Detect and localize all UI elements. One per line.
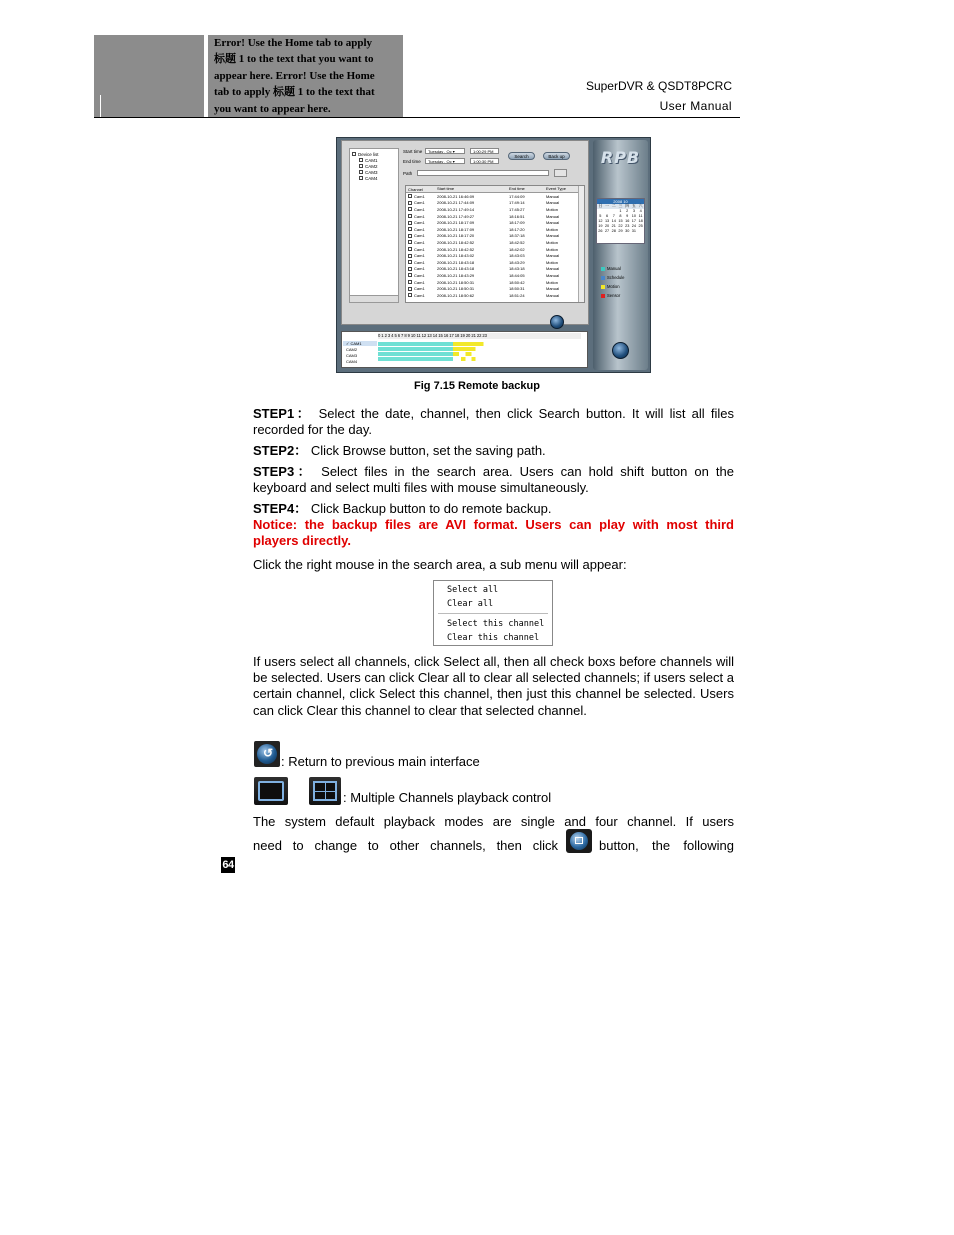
menu-separator [438, 613, 548, 614]
device-list-root[interactable]: Device list [358, 151, 379, 157]
step-label: STEP2： [253, 443, 308, 458]
row-channel-cell[interactable] [406, 207, 437, 212]
timeline-cam[interactable]: CAM4 [346, 359, 358, 364]
row-start-time: 2008-10-21 17:49:14 [437, 206, 475, 212]
row-event-type: Motion [546, 206, 559, 212]
timeline-panel [341, 331, 588, 368]
calendar-day[interactable]: 3 [632, 209, 635, 214]
row-start-time: 2008-10-21 18:17:09 [437, 220, 475, 226]
step-label: STEP3： [253, 464, 315, 479]
row-channel-cell[interactable] [406, 220, 437, 225]
checkbox-icon[interactable] [408, 214, 412, 218]
checkbox-icon[interactable] [408, 221, 412, 225]
column-header: Channel [408, 186, 423, 192]
menu-item-select-this-channel[interactable]: Select this channel [447, 619, 545, 629]
checkbox-icon[interactable] [359, 158, 363, 162]
row-end-time: 18:42:02 [509, 246, 525, 252]
row-channel: Cam1 [414, 220, 425, 226]
calendar-day[interactable]: 12 [598, 219, 603, 224]
row-end-time: 18:44:05 [509, 272, 525, 278]
vertical-scrollbar[interactable] [578, 186, 584, 302]
row-channel-cell[interactable] [406, 260, 437, 265]
calendar-day[interactable]: 6 [606, 214, 609, 219]
checkbox-icon[interactable] [408, 254, 412, 258]
row-start-time: 2008-10-21 18:17:09 [437, 226, 475, 232]
checkbox-icon[interactable] [408, 201, 412, 205]
row-start-time: 2008-10-21 18:43:29 [437, 272, 475, 278]
row-end-time: 17:44:09 [509, 193, 525, 199]
header-gray-block [94, 35, 204, 117]
row-end-time: 18:42:52 [509, 239, 525, 245]
calendar-weekday: 四 [625, 204, 630, 208]
calendar-day[interactable]: 17 [631, 219, 637, 224]
table-row[interactable] [406, 292, 584, 299]
row-event-type: Manual [546, 220, 560, 226]
row-channel: Cam1 [414, 193, 425, 199]
header-rule [94, 117, 740, 118]
calendar-weekday: 一 [605, 204, 609, 208]
step-text: Click Backup button to do remote backup. [310, 501, 552, 516]
calendar-day[interactable]: 31 [631, 229, 637, 234]
row-event-type: Motion [546, 226, 559, 232]
calendar-weekday: 六 [638, 204, 643, 208]
table-row[interactable] [406, 226, 584, 233]
calendar-day[interactable]: 25 [638, 224, 643, 229]
row-end-time: 18:43:03 [509, 253, 525, 259]
figure-caption: Fig 7.15 Remote backup [414, 380, 540, 392]
control-sidebar [593, 140, 648, 370]
calendar-day[interactable]: 28 [611, 229, 616, 234]
row-event-type: Manual [546, 200, 560, 206]
row-end-time: 18:43:29 [509, 259, 525, 265]
header-error-line: 标题 1 to the text that you want to [214, 53, 374, 66]
step-text: Click Browse button, set the saving path. [310, 443, 546, 458]
default-mode-text: The system default playback modes are single and four channel. If users [253, 814, 734, 829]
calendar-day[interactable]: 21 [611, 224, 616, 229]
step-1 [253, 406, 734, 438]
calendar-day[interactable]: 4 [639, 209, 642, 214]
calendar-day[interactable] [637, 229, 644, 234]
legend-label: Motion [607, 284, 620, 289]
table-row[interactable] [406, 233, 584, 240]
device-cam-item[interactable]: CAM4 [365, 175, 378, 181]
row-channel-cell[interactable] [406, 240, 437, 245]
header-error-line: you want to appear here. [214, 102, 331, 115]
search-button[interactable]: Search [508, 152, 535, 160]
checkbox-icon[interactable] [408, 194, 412, 198]
device-cam-item[interactable]: CAM1 [365, 157, 378, 163]
row-start-time: 2008-10-21 18:42:52 [437, 239, 475, 245]
menu-item-clear-all[interactable]: Clear all [447, 599, 494, 609]
path-label: Path [403, 171, 413, 176]
four-channel-icon [309, 777, 341, 805]
row-end-time: 18:50:42 [509, 279, 525, 285]
row-channel: Cam1 [414, 272, 425, 278]
browse-button[interactable] [554, 169, 567, 177]
legend-swatch [601, 294, 605, 298]
row-event-type: Motion [546, 246, 559, 252]
row-channel: Cam1 [414, 239, 425, 245]
device-cam-item[interactable]: CAM3 [365, 169, 378, 175]
row-start-time: 2008-10-21 16:46:09 [437, 193, 475, 199]
table-row[interactable] [406, 246, 584, 253]
legend-label: Manual [607, 266, 621, 271]
table-row[interactable] [406, 206, 584, 213]
checkbox-icon[interactable] [408, 267, 412, 271]
checkbox-icon[interactable] [408, 280, 412, 284]
row-end-time: 18:51:24 [509, 292, 525, 298]
checkbox-icon[interactable] [359, 176, 363, 180]
row-event-type: Motion [546, 239, 559, 245]
checkbox-icon[interactable] [408, 234, 412, 238]
header-error-line: tab to apply 标题 1 to the text that [214, 86, 375, 99]
start-time-field[interactable]: 1:00:29 PM [470, 148, 499, 154]
calendar-grid[interactable] [597, 204, 644, 240]
column-header: End time [509, 186, 525, 191]
single-channel-icon [254, 777, 288, 805]
table-row[interactable] [406, 219, 584, 226]
default-mode-text: button, the following [599, 838, 734, 853]
row-channel-cell[interactable] [406, 214, 437, 219]
row-end-time: 18:16:51 [509, 213, 525, 219]
table-row[interactable] [406, 279, 584, 286]
calendar-day[interactable]: 11 [638, 214, 643, 219]
row-start-time: 2008-10-21 17:44:09 [437, 200, 475, 206]
table-header [406, 186, 584, 193]
row-channel-cell[interactable] [406, 227, 437, 232]
calendar-day[interactable] [597, 235, 604, 240]
checkbox-icon[interactable] [408, 287, 412, 291]
calendar-day[interactable]: 18 [638, 219, 643, 224]
row-channel-cell[interactable] [406, 247, 437, 252]
calendar-day[interactable]: 30 [625, 229, 630, 234]
row-start-time: 2008-10-21 18:42:52 [437, 246, 475, 252]
column-header: Start time [437, 186, 455, 191]
row-end-time: 18:43:18 [509, 266, 525, 272]
row-event-type: Manual [546, 193, 560, 199]
calendar-day[interactable]: 27 [604, 229, 610, 234]
legend-swatch [601, 285, 605, 289]
timeline-hours: 0 1 2 3 4 5 6 7 8 9 10 11 12 13 14 15 16 17 18 19 20 21 22 23 [378, 333, 581, 339]
table-row[interactable] [406, 213, 584, 220]
calendar-day[interactable]: 7 [612, 214, 615, 219]
row-event-type: Motion [546, 279, 559, 285]
row-event-type: Manual [546, 253, 560, 259]
table-row[interactable] [406, 266, 584, 273]
header-error-field [208, 35, 403, 117]
row-end-time: 18:50:31 [509, 286, 525, 292]
row-end-time: 18:17:09 [509, 220, 525, 226]
return-text: : Return to previous main interface [281, 754, 480, 769]
calendar-day[interactable]: 19 [598, 224, 603, 229]
row-channel-cell[interactable] [406, 200, 437, 205]
checkbox-icon[interactable] [359, 164, 363, 168]
calendar-day[interactable]: 5 [599, 214, 602, 219]
row-channel-cell[interactable] [406, 280, 437, 285]
timeline-track[interactable] [378, 352, 581, 356]
checkbox-icon[interactable] [359, 170, 363, 174]
step-4 [253, 501, 734, 517]
calendar-day[interactable]: 2 [626, 209, 629, 214]
horizontal-scrollbar[interactable] [350, 295, 398, 302]
return-icon: ↺ [254, 741, 280, 767]
row-start-time: 2008-10-21 18:43:02 [437, 253, 475, 259]
header-product: SuperDVR & QSDT8PCRC [585, 79, 732, 93]
row-channel: Cam1 [414, 259, 425, 265]
table-row[interactable] [406, 272, 584, 279]
checkbox-icon[interactable] [408, 273, 412, 277]
timeline-track[interactable] [378, 342, 581, 346]
timeline-track[interactable] [378, 357, 581, 361]
row-channel: Cam1 [414, 292, 425, 298]
checkbox-icon[interactable] [408, 247, 412, 251]
timeline-cam[interactable]: CAM3 [346, 353, 358, 358]
page-number: 64 [222, 859, 234, 871]
table-row[interactable] [406, 252, 584, 259]
notice-text: Notice: the backup files are AVI format. Users can play with most third players directly. [253, 517, 734, 549]
checkbox-icon[interactable] [408, 260, 412, 264]
row-channel-cell[interactable] [406, 266, 437, 271]
row-event-type: Manual [546, 213, 560, 219]
row-channel: Cam1 [414, 213, 425, 219]
checkbox-icon[interactable] [408, 207, 412, 211]
end-time-label: End time [403, 159, 421, 164]
calendar-weekday: 五 [632, 204, 636, 208]
calendar-weekday: 二 [611, 204, 616, 208]
row-channel-cell[interactable] [406, 253, 437, 258]
end-time-field[interactable]: 1:00:30 PM [470, 158, 499, 164]
row-channel-cell[interactable] [406, 293, 437, 298]
row-end-time: 18:17:20 [509, 226, 525, 232]
checkbox-icon[interactable] [408, 227, 412, 231]
device-list-tree [349, 148, 399, 303]
checkbox-icon[interactable] [408, 293, 412, 297]
start-date-picker[interactable]: Tuesday , Oc ▾ [425, 148, 465, 154]
timeline-cam[interactable]: CAM2 [346, 347, 358, 352]
table-row[interactable] [406, 193, 584, 200]
timeline-track[interactable] [378, 347, 581, 351]
step-3 [253, 464, 734, 496]
calendar-day[interactable]: 10 [631, 214, 637, 219]
row-event-type: Manual [546, 286, 560, 292]
calendar-day[interactable]: 29 [618, 229, 623, 234]
device-cam-item[interactable]: CAM2 [365, 163, 378, 169]
backup-button[interactable]: Back up [543, 152, 570, 160]
row-start-time: 2008-10-21 18:50:31 [437, 279, 475, 285]
row-channel: Cam1 [414, 253, 425, 259]
row-end-time: 18:37:18 [509, 233, 525, 239]
default-mode-text: need to change to other channels, then click [253, 838, 558, 853]
row-start-time: 2008-10-21 18:50:62 [437, 292, 475, 298]
calendar-day[interactable]: 14 [611, 219, 616, 224]
start-time-label: Start time [403, 149, 423, 154]
calendar-weekday: 日 [598, 204, 603, 208]
row-event-type: Manual [546, 292, 560, 298]
end-date-picker[interactable]: Tuesday , Oc ▾ [425, 158, 465, 164]
calendar-weekday: 三 [618, 204, 623, 208]
channel-mode-icon [566, 829, 592, 853]
menu-item-select-all[interactable]: Select all [447, 585, 499, 595]
calendar-day[interactable]: 20 [604, 224, 610, 229]
calendar-day[interactable]: 1 [619, 209, 622, 214]
row-start-time: 2008-10-21 17:49:27 [437, 213, 475, 219]
calendar-day[interactable]: 26 [598, 229, 603, 234]
row-event-type: Manual [546, 266, 560, 272]
row-start-time: 2008-10-21 18:43:18 [437, 266, 475, 272]
row-channel: Cam1 [414, 286, 425, 292]
calendar-day[interactable]: 16 [625, 219, 630, 224]
step-2 [253, 443, 734, 459]
legend-label: Schedule [607, 275, 625, 280]
calendar-day[interactable]: 9 [626, 214, 629, 219]
remote-backup-screenshot [336, 137, 651, 373]
checkbox-icon[interactable] [352, 152, 356, 156]
row-start-time: 2008-10-21 18:17:20 [437, 233, 475, 239]
column-header: Event Type [546, 186, 566, 191]
checkbox-icon[interactable] [408, 240, 412, 244]
step-text: Select the date, channel, then click Search button. It will list all files recorded for the day. [253, 406, 734, 438]
row-event-type: Manual [546, 272, 560, 278]
select-paragraph: If users select all channels, click Select all, then all check boxs before channels will be selected. Users can click Clear all to clear all selected channels; if users select a certain channel, click Select this channel, then just this channel be selected. Users can click Clear this channel to clear that selected channel. [253, 654, 734, 718]
step-text: Select files in the search area. Users can hold shift button on the keyboard and select multi files with mouse simultaneously. [253, 464, 734, 496]
table-row[interactable] [406, 259, 584, 266]
step-label: STEP1： [253, 406, 313, 421]
return-icon[interactable] [550, 315, 564, 329]
search-panel [341, 140, 589, 325]
search-result-table [405, 185, 585, 303]
path-input[interactable] [417, 170, 549, 176]
row-event-type: Manual [546, 233, 560, 239]
right-click-text: Click the right mouse in the search area, a sub menu will appear: [253, 557, 627, 572]
row-channel: Cam1 [414, 246, 425, 252]
app-logo: RPB [600, 148, 641, 167]
table-row[interactable] [406, 239, 584, 246]
multi-text: : Multiple Channels playback control [343, 790, 552, 805]
row-channel: Cam1 [414, 279, 425, 285]
timeline-cam[interactable]: ✓ CAM1 [343, 341, 377, 346]
legend-swatch [601, 267, 605, 271]
calendar-day[interactable]: 23 [625, 224, 630, 229]
header-error-line: Error! Use the Home tab to apply [214, 37, 373, 49]
header-manual: User Manual [659, 99, 732, 113]
legend-label: Sensor [607, 293, 621, 298]
row-start-time: 2008-10-21 18:43:18 [437, 259, 475, 265]
row-start-time: 2008-10-21 18:50:31 [437, 286, 475, 292]
return-icon[interactable] [612, 342, 629, 359]
row-end-time: 17:45:27 [509, 206, 525, 212]
row-channel: Cam1 [414, 226, 425, 232]
calendar-day[interactable]: 24 [631, 224, 637, 229]
context-menu [433, 580, 553, 646]
row-channel-cell[interactable] [406, 194, 437, 199]
row-channel: Cam1 [414, 206, 425, 212]
calendar[interactable] [596, 198, 645, 244]
table-row[interactable] [406, 200, 584, 207]
header-error-line: appear here. Error! Use the Home [214, 69, 375, 82]
row-channel: Cam1 [414, 200, 425, 206]
row-channel-cell[interactable] [406, 286, 437, 291]
row-end-time: 17:49:14 [509, 200, 525, 206]
row-channel: Cam1 [414, 266, 425, 272]
menu-item-clear-this-channel[interactable]: Clear this channel [447, 633, 540, 643]
calendar-day[interactable]: 15 [618, 219, 623, 224]
row-channel-cell[interactable] [406, 233, 437, 238]
row-event-type: Motion [546, 259, 559, 265]
calendar-day[interactable]: 22 [618, 224, 623, 229]
row-channel-cell[interactable] [406, 273, 437, 278]
calendar-header: 2008 10 [597, 199, 644, 204]
legend-swatch [601, 276, 605, 280]
calendar-day[interactable]: 13 [604, 219, 610, 224]
table-row[interactable] [406, 285, 584, 292]
calendar-day[interactable]: 8 [619, 214, 622, 219]
step-label: STEP4： [253, 501, 308, 516]
row-channel: Cam1 [414, 233, 425, 239]
